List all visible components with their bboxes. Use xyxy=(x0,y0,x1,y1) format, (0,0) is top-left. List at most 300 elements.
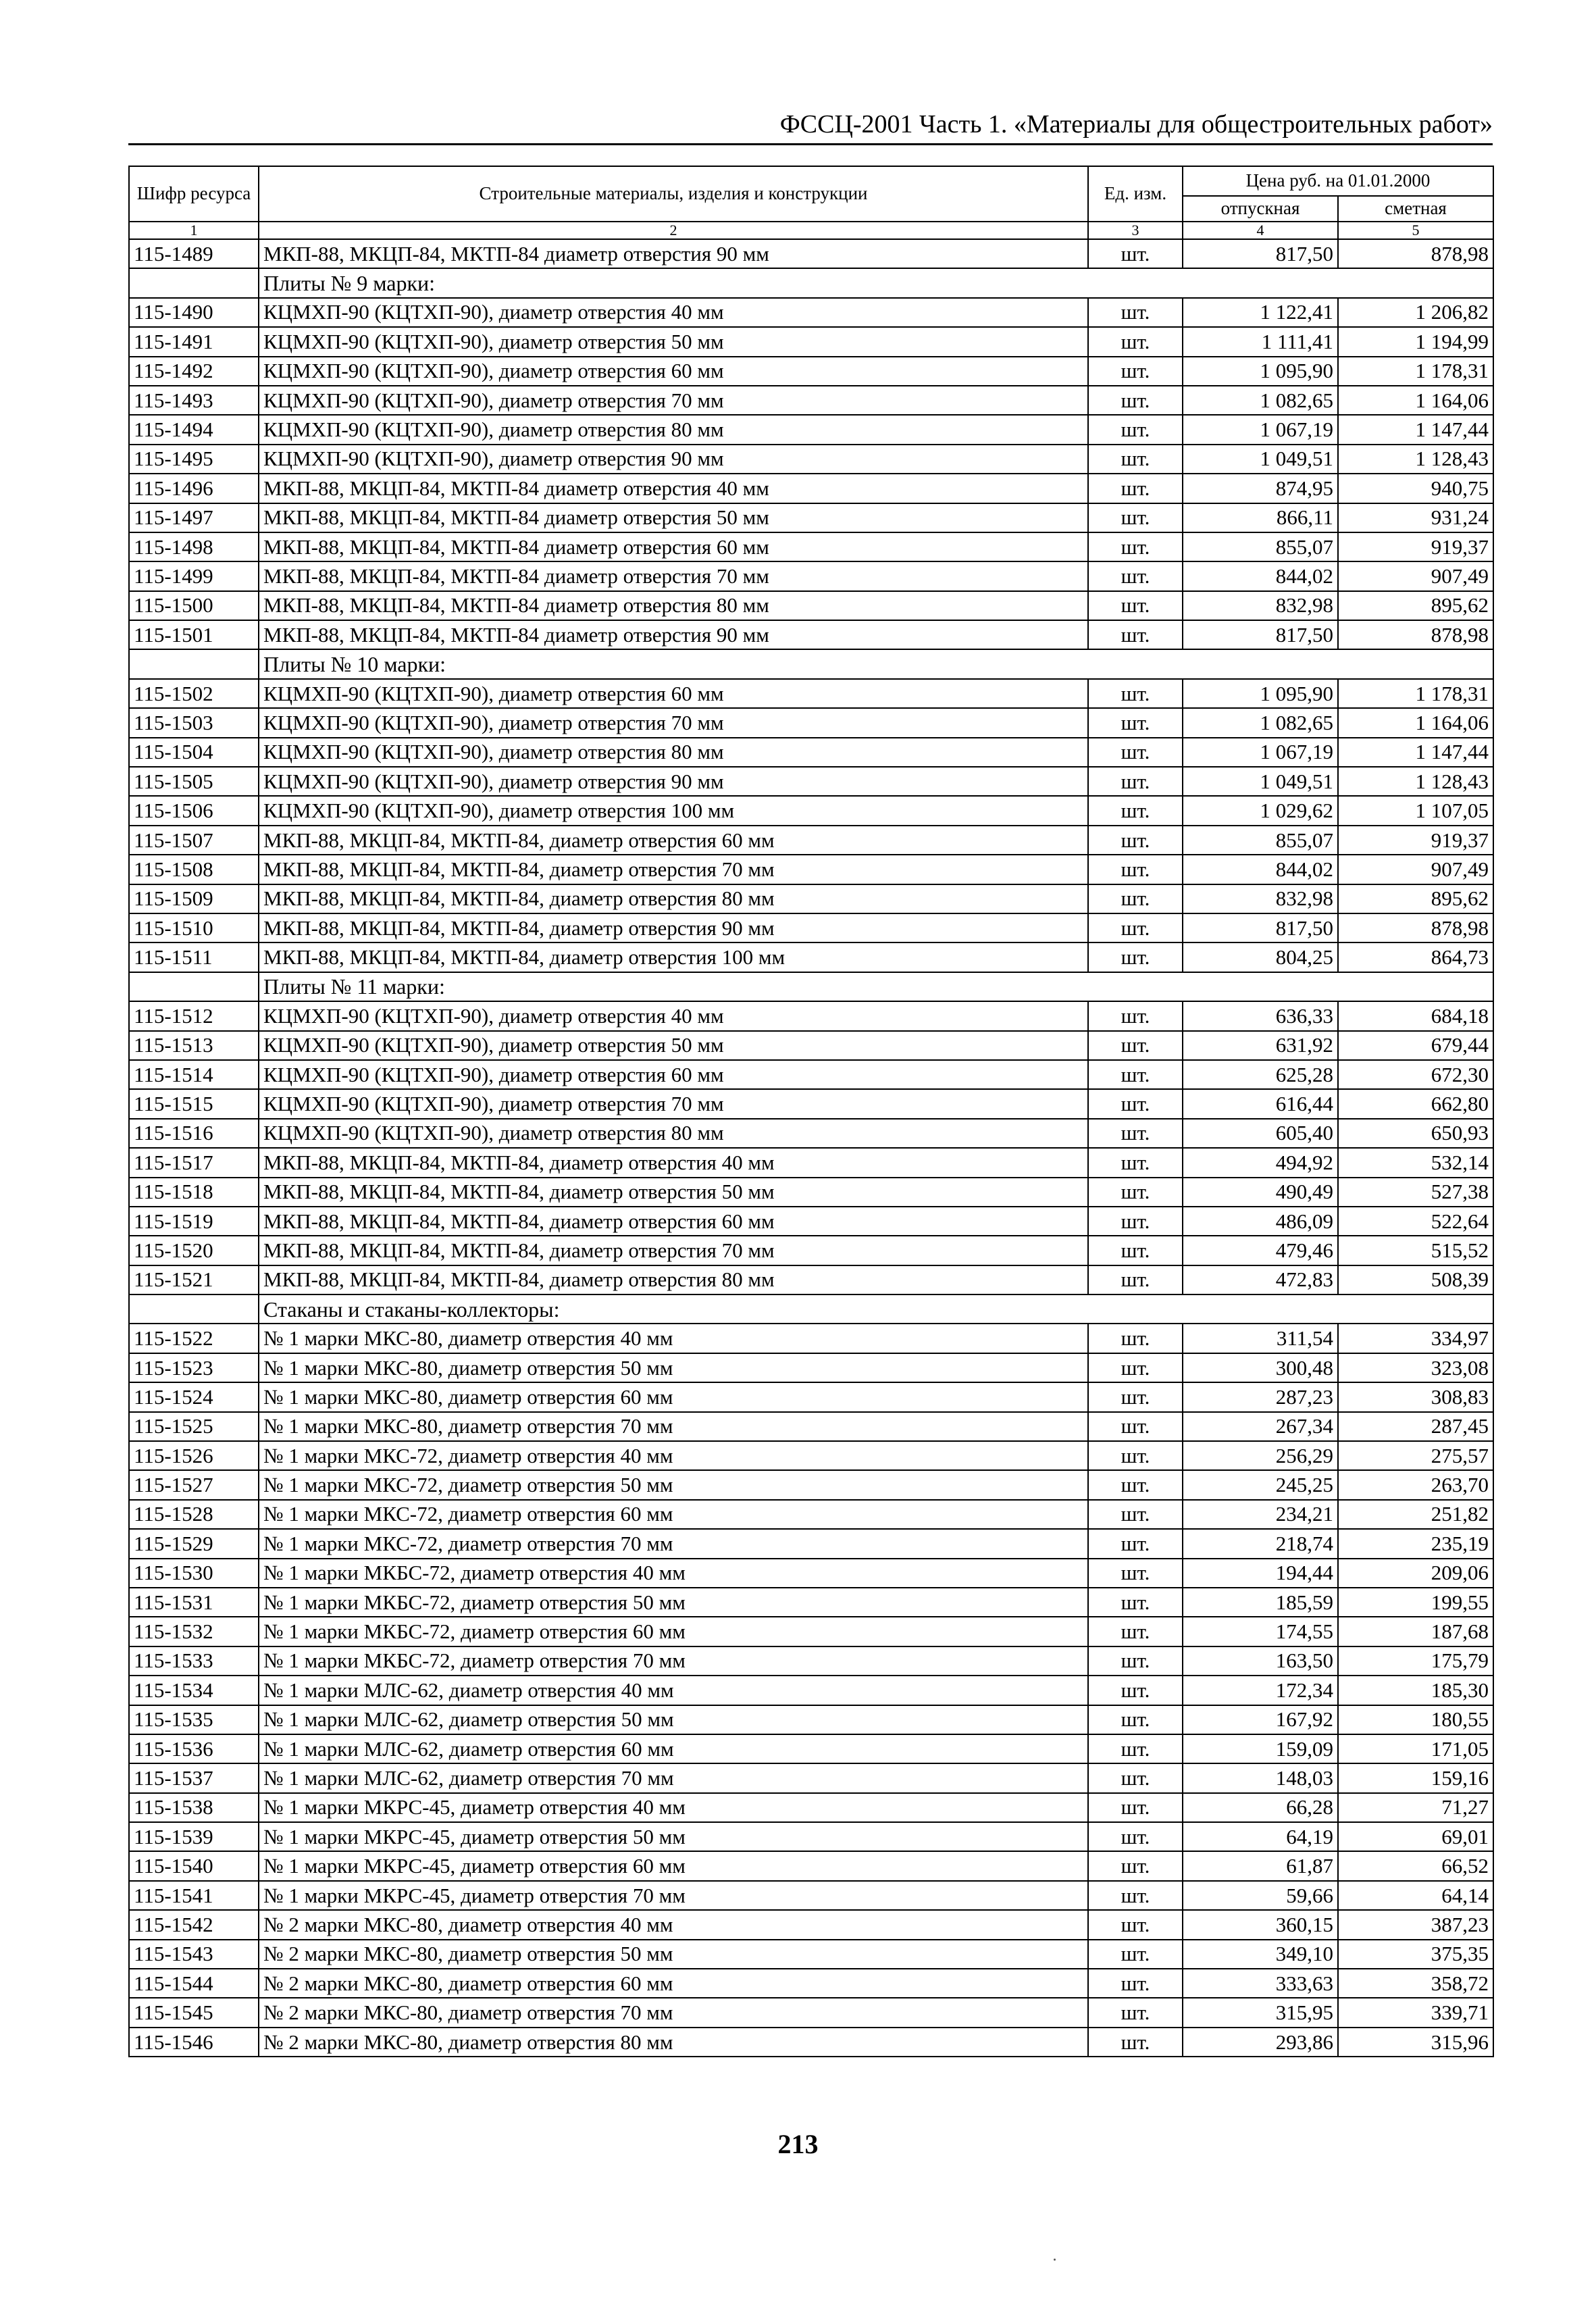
unit-of-measure: шт. xyxy=(1088,532,1183,561)
page-header-title: ФССЦ-2001 Часть 1. «Материалы для общестроительных работ» xyxy=(779,110,1493,139)
material-name: МКП-88, МКЦП-84, МКТП-84, диаметр отверстия 40 мм xyxy=(259,1148,1088,1177)
table-row xyxy=(129,532,1493,561)
release-price: 1 111,41 xyxy=(1183,327,1338,356)
material-name: МКП-88, МКЦП-84, МКТП-84 диаметр отверстия 70 мм xyxy=(259,561,1088,590)
release-price: 287,23 xyxy=(1183,1382,1338,1411)
material-name: КЦМХП-90 (КЦТХП-90), диаметр отверстия 70 мм xyxy=(259,386,1088,415)
release-price: 1 029,62 xyxy=(1183,796,1338,825)
unit-of-measure: шт. xyxy=(1088,738,1183,767)
estimate-price: 515,52 xyxy=(1338,1236,1493,1265)
resource-code: 115-1507 xyxy=(129,826,259,855)
material-name: КЦМХП-90 (КЦТХП-90), диаметр отверстия 100 мм xyxy=(259,796,1088,825)
group-spacer-cell xyxy=(129,1294,259,1324)
estimate-price: 895,62 xyxy=(1338,884,1493,913)
column-number: 2 xyxy=(259,222,1088,239)
release-price: 174,55 xyxy=(1183,1617,1338,1646)
unit-of-measure: шт. xyxy=(1088,1763,1183,1792)
unit-of-measure: шт. xyxy=(1088,386,1183,415)
release-price: 1 095,90 xyxy=(1183,679,1338,708)
estimate-price: 532,14 xyxy=(1338,1148,1493,1177)
release-price: 59,66 xyxy=(1183,1881,1338,1910)
material-name: КЦМХП-90 (КЦТХП-90), диаметр отверстия 70 мм xyxy=(259,708,1088,737)
estimate-price: 358,72 xyxy=(1338,1969,1493,1998)
material-name: КЦМХП-90 (КЦТХП-90), диаметр отверстия 60 мм xyxy=(259,1060,1088,1089)
group-title: Плиты № 10 марки: xyxy=(259,649,1493,678)
release-price: 874,95 xyxy=(1183,474,1338,503)
unit-of-measure: шт. xyxy=(1088,1881,1183,1910)
header-name: Строительные материалы, изделия и конструкции xyxy=(259,166,1088,222)
resource-code: 115-1520 xyxy=(129,1236,259,1265)
resource-code: 115-1499 xyxy=(129,561,259,590)
unit-of-measure: шт. xyxy=(1088,1060,1183,1089)
estimate-price: 864,73 xyxy=(1338,942,1493,972)
material-name: МКП-88, МКЦП-84, МКТП-84, диаметр отверстия 80 мм xyxy=(259,884,1088,913)
group-header-row xyxy=(129,1294,1493,1324)
unit-of-measure: шт. xyxy=(1088,1910,1183,1939)
table-row xyxy=(129,1236,1493,1265)
unit-of-measure: шт. xyxy=(1088,620,1183,649)
release-price: 1 082,65 xyxy=(1183,386,1338,415)
resource-code: 115-1539 xyxy=(129,1822,259,1851)
estimate-price: 919,37 xyxy=(1338,532,1493,561)
resource-code: 115-1526 xyxy=(129,1441,259,1470)
estimate-price: 1 178,31 xyxy=(1338,357,1493,386)
table-row xyxy=(129,1031,1493,1060)
table-row xyxy=(129,1676,1493,1705)
table-row xyxy=(129,1529,1493,1558)
resource-code: 115-1497 xyxy=(129,503,259,532)
material-name: № 1 марки МКС-72, диаметр отверстия 70 мм xyxy=(259,1529,1088,1558)
resource-code: 115-1502 xyxy=(129,679,259,708)
unit-of-measure: шт. xyxy=(1088,445,1183,474)
group-header-row xyxy=(129,649,1493,678)
release-price: 148,03 xyxy=(1183,1763,1338,1792)
group-header-row xyxy=(129,268,1493,297)
material-name: КЦМХП-90 (КЦТХП-90), диаметр отверстия 80 мм xyxy=(259,738,1088,767)
estimate-price: 251,82 xyxy=(1338,1500,1493,1529)
release-price: 245,25 xyxy=(1183,1470,1338,1499)
material-name: МКП-88, МКЦП-84, МКТП-84, диаметр отверстия 90 мм xyxy=(259,913,1088,942)
material-name: № 2 марки МКС-80, диаметр отверстия 50 мм xyxy=(259,1940,1088,1969)
release-price: 333,63 xyxy=(1183,1969,1338,1998)
resource-code: 115-1532 xyxy=(129,1617,259,1646)
material-name: КЦМХП-90 (КЦТХП-90), диаметр отверстия 60 мм xyxy=(259,357,1088,386)
material-name: № 1 марки МКС-80, диаметр отверстия 40 мм xyxy=(259,1324,1088,1353)
release-price: 616,44 xyxy=(1183,1089,1338,1118)
release-price: 844,02 xyxy=(1183,561,1338,590)
unit-of-measure: шт. xyxy=(1088,239,1183,268)
estimate-price: 508,39 xyxy=(1338,1265,1493,1294)
unit-of-measure: шт. xyxy=(1088,1441,1183,1470)
estimate-price: 878,98 xyxy=(1338,620,1493,649)
table-row xyxy=(129,679,1493,708)
release-price: 817,50 xyxy=(1183,239,1338,268)
table-row xyxy=(129,1910,1493,1939)
table-row xyxy=(129,708,1493,737)
resource-code: 115-1510 xyxy=(129,913,259,942)
material-name: МКП-88, МКЦП-84, МКТП-84, диаметр отверстия 80 мм xyxy=(259,1265,1088,1294)
material-name: № 1 марки МКС-72, диаметр отверстия 60 мм xyxy=(259,1500,1088,1529)
estimate-price: 1 194,99 xyxy=(1338,327,1493,356)
table-row xyxy=(129,2028,1493,2057)
release-price: 159,09 xyxy=(1183,1734,1338,1763)
column-number: 1 xyxy=(129,222,259,239)
release-price: 1 095,90 xyxy=(1183,357,1338,386)
table-row xyxy=(129,1822,1493,1851)
scan-speck xyxy=(1054,2259,1056,2261)
material-name: № 1 марки МКБС-72, диаметр отверстия 60 мм xyxy=(259,1617,1088,1646)
table-row xyxy=(129,1500,1493,1529)
material-name: МКП-88, МКЦП-84, МКТП-84, диаметр отверстия 70 мм xyxy=(259,1236,1088,1265)
release-price: 486,09 xyxy=(1183,1207,1338,1236)
material-name: КЦМХП-90 (КЦТХП-90), диаметр отверстия 50 мм xyxy=(259,327,1088,356)
estimate-price: 71,27 xyxy=(1338,1793,1493,1822)
resource-code: 115-1543 xyxy=(129,1940,259,1969)
release-price: 817,50 xyxy=(1183,620,1338,649)
estimate-price: 185,30 xyxy=(1338,1676,1493,1705)
table-row xyxy=(129,738,1493,767)
release-price: 855,07 xyxy=(1183,826,1338,855)
estimate-price: 907,49 xyxy=(1338,855,1493,884)
unit-of-measure: шт. xyxy=(1088,1324,1183,1353)
material-name: № 1 марки МЛС-62, диаметр отверстия 50 мм xyxy=(259,1705,1088,1734)
estimate-price: 387,23 xyxy=(1338,1910,1493,1939)
release-price: 185,59 xyxy=(1183,1588,1338,1617)
estimate-price: 1 147,44 xyxy=(1338,415,1493,444)
estimate-price: 1 164,06 xyxy=(1338,708,1493,737)
release-price: 1 049,51 xyxy=(1183,445,1338,474)
estimate-price: 1 147,44 xyxy=(1338,738,1493,767)
release-price: 267,34 xyxy=(1183,1412,1338,1441)
material-name: КЦМХП-90 (КЦТХП-90), диаметр отверстия 80 мм xyxy=(259,1119,1088,1148)
table-row xyxy=(129,855,1493,884)
unit-of-measure: шт. xyxy=(1088,1178,1183,1207)
unit-of-measure: шт. xyxy=(1088,1969,1183,1998)
estimate-price: 171,05 xyxy=(1338,1734,1493,1763)
header-rule xyxy=(128,143,1493,145)
resource-code: 115-1544 xyxy=(129,1969,259,1998)
unit-of-measure: шт. xyxy=(1088,1089,1183,1118)
table-row xyxy=(129,1793,1493,1822)
resource-code: 115-1536 xyxy=(129,1734,259,1763)
unit-of-measure: шт. xyxy=(1088,1470,1183,1499)
material-name: МКП-88, МКЦП-84, МКТП-84, диаметр отверстия 60 мм xyxy=(259,1207,1088,1236)
release-price: 163,50 xyxy=(1183,1646,1338,1676)
table-row xyxy=(129,767,1493,796)
unit-of-measure: шт. xyxy=(1088,1265,1183,1294)
release-price: 172,34 xyxy=(1183,1676,1338,1705)
estimate-price: 334,97 xyxy=(1338,1324,1493,1353)
estimate-price: 187,68 xyxy=(1338,1617,1493,1646)
resource-code: 115-1506 xyxy=(129,796,259,825)
resource-code: 115-1492 xyxy=(129,357,259,386)
resource-code: 115-1493 xyxy=(129,386,259,415)
unit-of-measure: шт. xyxy=(1088,1940,1183,1969)
group-title: Плиты № 9 марки: xyxy=(259,268,1493,297)
resource-code: 115-1528 xyxy=(129,1500,259,1529)
estimate-price: 931,24 xyxy=(1338,503,1493,532)
release-price: 494,92 xyxy=(1183,1148,1338,1177)
release-price: 256,29 xyxy=(1183,1441,1338,1470)
material-name: № 2 марки МКС-80, диаметр отверстия 80 мм xyxy=(259,2028,1088,2057)
unit-of-measure: шт. xyxy=(1088,2028,1183,2057)
resource-code: 115-1545 xyxy=(129,1998,259,2027)
release-price: 804,25 xyxy=(1183,942,1338,972)
unit-of-measure: шт. xyxy=(1088,1207,1183,1236)
unit-of-measure: шт. xyxy=(1088,561,1183,590)
material-name: МКП-88, МКЦП-84, МКТП-84 диаметр отверстия 50 мм xyxy=(259,503,1088,532)
price-table xyxy=(128,166,1494,2057)
estimate-price: 159,16 xyxy=(1338,1763,1493,1792)
material-name: МКП-88, МКЦП-84, МКТП-84 диаметр отверстия 90 мм xyxy=(259,620,1088,649)
table-row xyxy=(129,1470,1493,1499)
table-row xyxy=(129,1559,1493,1588)
resource-code: 115-1494 xyxy=(129,415,259,444)
unit-of-measure: шт. xyxy=(1088,1148,1183,1177)
resource-code: 115-1535 xyxy=(129,1705,259,1734)
release-price: 855,07 xyxy=(1183,532,1338,561)
table-row xyxy=(129,357,1493,386)
resource-code: 115-1524 xyxy=(129,1382,259,1411)
header-price-group: Цена руб. на 01.01.2000 xyxy=(1183,166,1493,196)
unit-of-measure: шт. xyxy=(1088,1793,1183,1822)
material-name: № 1 марки МКС-80, диаметр отверстия 50 мм xyxy=(259,1353,1088,1382)
estimate-price: 878,98 xyxy=(1338,913,1493,942)
resource-code: 115-1509 xyxy=(129,884,259,913)
material-name: МКП-88, МКЦП-84, МКТП-84, диаметр отверстия 50 мм xyxy=(259,1178,1088,1207)
material-name: КЦМХП-90 (КЦТХП-90), диаметр отверстия 40 мм xyxy=(259,298,1088,327)
unit-of-measure: шт. xyxy=(1088,1705,1183,1734)
estimate-price: 522,64 xyxy=(1338,1207,1493,1236)
release-price: 1 067,19 xyxy=(1183,738,1338,767)
material-name: КЦМХП-90 (КЦТХП-90), диаметр отверстия 50 мм xyxy=(259,1031,1088,1060)
unit-of-measure: шт. xyxy=(1088,708,1183,737)
estimate-price: 375,35 xyxy=(1338,1940,1493,1969)
estimate-price: 315,96 xyxy=(1338,2028,1493,2057)
table-row xyxy=(129,1998,1493,2027)
estimate-price: 263,70 xyxy=(1338,1470,1493,1499)
unit-of-measure: шт. xyxy=(1088,503,1183,532)
header-code: Шифр ресурса xyxy=(129,166,259,222)
table-row xyxy=(129,503,1493,532)
table-row xyxy=(129,1001,1493,1030)
unit-of-measure: шт. xyxy=(1088,1500,1183,1529)
material-name: КЦМХП-90 (КЦТХП-90), диаметр отверстия 80 мм xyxy=(259,415,1088,444)
table-row xyxy=(129,474,1493,503)
estimate-price: 672,30 xyxy=(1338,1060,1493,1089)
estimate-price: 527,38 xyxy=(1338,1178,1493,1207)
unit-of-measure: шт. xyxy=(1088,298,1183,327)
table-row xyxy=(129,1763,1493,1792)
resource-code: 115-1529 xyxy=(129,1529,259,1558)
material-name: № 1 марки МКС-72, диаметр отверстия 50 мм xyxy=(259,1470,1088,1499)
table-row xyxy=(129,1734,1493,1763)
resource-code: 115-1516 xyxy=(129,1119,259,1148)
estimate-price: 180,55 xyxy=(1338,1705,1493,1734)
table-row xyxy=(129,1382,1493,1411)
page-number: 213 xyxy=(777,2129,819,2159)
header-release-price: отпускная xyxy=(1183,196,1338,222)
unit-of-measure: шт. xyxy=(1088,942,1183,972)
column-number: 5 xyxy=(1338,222,1493,239)
header-unit: Ед. изм. xyxy=(1088,166,1183,222)
unit-of-measure: шт. xyxy=(1088,1529,1183,1558)
resource-code: 115-1505 xyxy=(129,767,259,796)
release-price: 479,46 xyxy=(1183,1236,1338,1265)
header-estimate-price: сметная xyxy=(1338,196,1493,222)
material-name: № 1 марки МЛС-62, диаметр отверстия 70 мм xyxy=(259,1763,1088,1792)
release-price: 194,44 xyxy=(1183,1559,1338,1588)
unit-of-measure: шт. xyxy=(1088,679,1183,708)
resource-code: 115-1512 xyxy=(129,1001,259,1030)
estimate-price: 175,79 xyxy=(1338,1646,1493,1676)
resource-code: 115-1542 xyxy=(129,1910,259,1939)
material-name: № 1 марки МКРС-45, диаметр отверстия 40 мм xyxy=(259,1793,1088,1822)
table-body xyxy=(129,239,1493,2057)
unit-of-measure: шт. xyxy=(1088,1676,1183,1705)
estimate-price: 907,49 xyxy=(1338,561,1493,590)
resource-code: 115-1534 xyxy=(129,1676,259,1705)
resource-code: 115-1490 xyxy=(129,298,259,327)
table-row xyxy=(129,591,1493,620)
table-row xyxy=(129,1881,1493,1910)
estimate-price: 209,06 xyxy=(1338,1559,1493,1588)
group-title: Плиты № 11 марки: xyxy=(259,972,1493,1001)
estimate-price: 308,83 xyxy=(1338,1382,1493,1411)
resource-code: 115-1503 xyxy=(129,708,259,737)
material-name: № 1 марки МКРС-45, диаметр отверстия 50 мм xyxy=(259,1822,1088,1851)
material-name: № 1 марки МЛС-62, диаметр отверстия 40 мм xyxy=(259,1676,1088,1705)
table-row xyxy=(129,239,1493,268)
material-name: № 1 марки МКРС-45, диаметр отверстия 60 мм xyxy=(259,1851,1088,1880)
release-price: 490,49 xyxy=(1183,1178,1338,1207)
unit-of-measure: шт. xyxy=(1088,855,1183,884)
table-row xyxy=(129,1705,1493,1734)
table-row xyxy=(129,796,1493,825)
release-price: 866,11 xyxy=(1183,503,1338,532)
release-price: 234,21 xyxy=(1183,1500,1338,1529)
estimate-price: 662,80 xyxy=(1338,1089,1493,1118)
material-name: КЦМХП-90 (КЦТХП-90), диаметр отверстия 70 мм xyxy=(259,1089,1088,1118)
release-price: 167,92 xyxy=(1183,1705,1338,1734)
table-row xyxy=(129,1940,1493,1969)
estimate-price: 1 128,43 xyxy=(1338,445,1493,474)
unit-of-measure: шт. xyxy=(1088,1119,1183,1148)
table-row xyxy=(129,1324,1493,1353)
resource-code: 115-1518 xyxy=(129,1178,259,1207)
resource-code: 115-1517 xyxy=(129,1148,259,1177)
resource-code: 115-1530 xyxy=(129,1559,259,1588)
unit-of-measure: шт. xyxy=(1088,1617,1183,1646)
unit-of-measure: шт. xyxy=(1088,1851,1183,1880)
release-price: 315,95 xyxy=(1183,1998,1338,2027)
resource-code: 115-1511 xyxy=(129,942,259,972)
column-number: 3 xyxy=(1088,222,1183,239)
release-price: 218,74 xyxy=(1183,1529,1338,1558)
unit-of-measure: шт. xyxy=(1088,767,1183,796)
unit-of-measure: шт. xyxy=(1088,1001,1183,1030)
release-price: 625,28 xyxy=(1183,1060,1338,1089)
release-price: 1 082,65 xyxy=(1183,708,1338,737)
estimate-price: 684,18 xyxy=(1338,1001,1493,1030)
table-row xyxy=(129,1851,1493,1880)
release-price: 300,48 xyxy=(1183,1353,1338,1382)
resource-code: 115-1496 xyxy=(129,474,259,503)
resource-code: 115-1500 xyxy=(129,591,259,620)
estimate-price: 1 107,05 xyxy=(1338,796,1493,825)
release-price: 311,54 xyxy=(1183,1324,1338,1353)
resource-code: 115-1531 xyxy=(129,1588,259,1617)
table-row xyxy=(129,1646,1493,1676)
release-price: 1 122,41 xyxy=(1183,298,1338,327)
resource-code: 115-1519 xyxy=(129,1207,259,1236)
table-row xyxy=(129,561,1493,590)
material-name: № 1 марки МКБС-72, диаметр отверстия 40 мм xyxy=(259,1559,1088,1588)
release-price: 64,19 xyxy=(1183,1822,1338,1851)
estimate-price: 69,01 xyxy=(1338,1822,1493,1851)
estimate-price: 235,19 xyxy=(1338,1529,1493,1558)
unit-of-measure: шт. xyxy=(1088,1412,1183,1441)
material-name: МКП-88, МКЦП-84, МКТП-84, диаметр отверстия 100 мм xyxy=(259,942,1088,972)
table-row xyxy=(129,1265,1493,1294)
material-name: № 1 марки МКРС-45, диаметр отверстия 70 мм xyxy=(259,1881,1088,1910)
table-row xyxy=(129,1207,1493,1236)
unit-of-measure: шт. xyxy=(1088,1353,1183,1382)
unit-of-measure: шт. xyxy=(1088,1382,1183,1411)
estimate-price: 919,37 xyxy=(1338,826,1493,855)
resource-code: 115-1537 xyxy=(129,1763,259,1792)
table-row xyxy=(129,327,1493,356)
estimate-price: 287,45 xyxy=(1338,1412,1493,1441)
material-name: МКП-88, МКЦП-84, МКТП-84, диаметр отверстия 70 мм xyxy=(259,855,1088,884)
estimate-price: 339,71 xyxy=(1338,1998,1493,2027)
group-spacer-cell xyxy=(129,268,259,297)
table-row xyxy=(129,1119,1493,1148)
resource-code: 115-1495 xyxy=(129,445,259,474)
resource-code: 115-1527 xyxy=(129,1470,259,1499)
table-row xyxy=(129,620,1493,649)
table-row xyxy=(129,1178,1493,1207)
release-price: 631,92 xyxy=(1183,1031,1338,1060)
release-price: 832,98 xyxy=(1183,591,1338,620)
table-row xyxy=(129,826,1493,855)
table-row xyxy=(129,1617,1493,1646)
unit-of-measure: шт. xyxy=(1088,796,1183,825)
material-name: КЦМХП-90 (КЦТХП-90), диаметр отверстия 90 мм xyxy=(259,445,1088,474)
resource-code: 115-1491 xyxy=(129,327,259,356)
unit-of-measure: шт. xyxy=(1088,1998,1183,2027)
unit-of-measure: шт. xyxy=(1088,1822,1183,1851)
material-name: № 2 марки МКС-80, диаметр отверстия 70 мм xyxy=(259,1998,1088,2027)
material-name: МКП-88, МКЦП-84, МКТП-84, диаметр отверстия 60 мм xyxy=(259,826,1088,855)
material-name: МКП-88, МКЦП-84, МКТП-84 диаметр отверстия 80 мм xyxy=(259,591,1088,620)
resource-code: 115-1538 xyxy=(129,1793,259,1822)
table-row xyxy=(129,1060,1493,1089)
release-price: 360,15 xyxy=(1183,1910,1338,1939)
estimate-price: 650,93 xyxy=(1338,1119,1493,1148)
column-number-row xyxy=(129,222,1493,239)
estimate-price: 679,44 xyxy=(1338,1031,1493,1060)
material-name: МКП-88, МКЦП-84, МКТП-84 диаметр отверстия 60 мм xyxy=(259,532,1088,561)
table-row xyxy=(129,1969,1493,1998)
group-spacer-cell xyxy=(129,972,259,1001)
estimate-price: 323,08 xyxy=(1338,1353,1493,1382)
resource-code: 115-1546 xyxy=(129,2028,259,2057)
release-price: 832,98 xyxy=(1183,884,1338,913)
unit-of-measure: шт. xyxy=(1088,474,1183,503)
resource-code: 115-1489 xyxy=(129,239,259,268)
table-row xyxy=(129,1441,1493,1470)
